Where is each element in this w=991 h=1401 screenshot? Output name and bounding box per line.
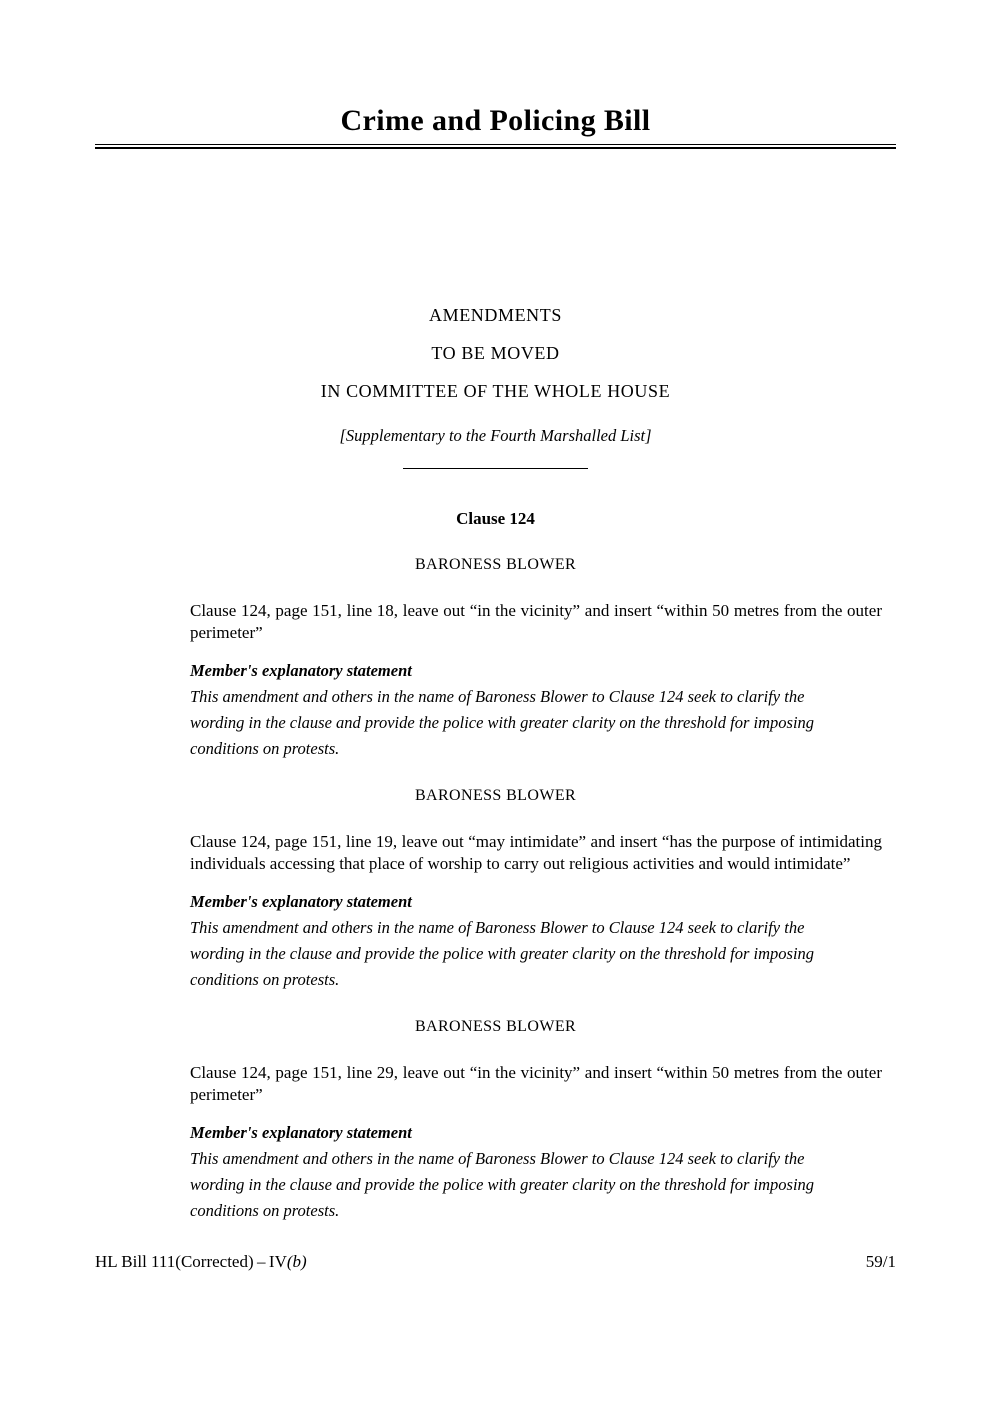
- amendment-group: [95, 786, 896, 993]
- sponsor-name: BARONESS BLOWER: [414, 787, 577, 804]
- explanatory-statement-label: Member's explanatory statement: [190, 1123, 412, 1142]
- heading-block: [95, 305, 896, 447]
- page-footer: [95, 1251, 896, 1273]
- explanatory-statement-label: Member's explanatory statement: [190, 892, 412, 911]
- bill-reference-italic: (b): [286, 1252, 307, 1271]
- amendment-text: Clause 124, page 151, line 19, leave out “may intimidate” and insert “has the purpose of intimidating individuals accessing that place of worship to carry out religious activities and would intimidate”: [190, 832, 882, 873]
- amendment-group: [95, 555, 896, 762]
- bill-reference-main: HL Bill 111(Corrected) – IV: [95, 1252, 287, 1271]
- amendment-text: Clause 124, page 151, line 29, leave out “in the vicinity” and insert “within 50 metres from the outer perimeter”: [190, 1063, 882, 1104]
- explanatory-statement-text: This amendment and others in the name of Baroness Blower to Clause 124 seek to clarify the wording in the clause and provide the police with greater clarity on the threshold for imposing conditions on protests.: [190, 1149, 815, 1220]
- amendment-group: [95, 1017, 896, 1224]
- separator-rule: [403, 468, 588, 469]
- heading-to-be-moved: TO BE MOVED: [431, 343, 560, 363]
- clause-heading: Clause 124: [456, 509, 535, 528]
- explanatory-statement-label: Member's explanatory statement: [190, 661, 412, 680]
- marshalled-list-subtitle: [Supplementary to the Fourth Marshalled List]: [339, 426, 652, 445]
- explanatory-statement-text: This amendment and others in the name of Baroness Blower to Clause 124 seek to clarify the wording in the clause and provide the police with greater clarity on the threshold for imposing conditions on protests.: [190, 918, 815, 989]
- amendment-text: Clause 124, page 151, line 18, leave out “in the vicinity” and insert “within 50 metres from the outer perimeter”: [190, 601, 882, 642]
- heading-committee: IN COMMITTEE OF THE WHOLE HOUSE: [320, 381, 671, 401]
- sponsor-name: BARONESS BLOWER: [414, 556, 577, 573]
- page-title: Crime and Policing Bill: [340, 104, 651, 137]
- heading-amendments: AMENDMENTS: [428, 305, 562, 325]
- title-rule: [95, 144, 896, 149]
- page-reference: 59/1: [865, 1252, 896, 1271]
- explanatory-statement-text: This amendment and others in the name of Baroness Blower to Clause 124 seek to clarify the wording in the clause and provide the police with greater clarity on the threshold for imposing conditions on protests.: [190, 687, 815, 758]
- bill-reference: [95, 1251, 307, 1273]
- sponsor-name: BARONESS BLOWER: [414, 1018, 577, 1035]
